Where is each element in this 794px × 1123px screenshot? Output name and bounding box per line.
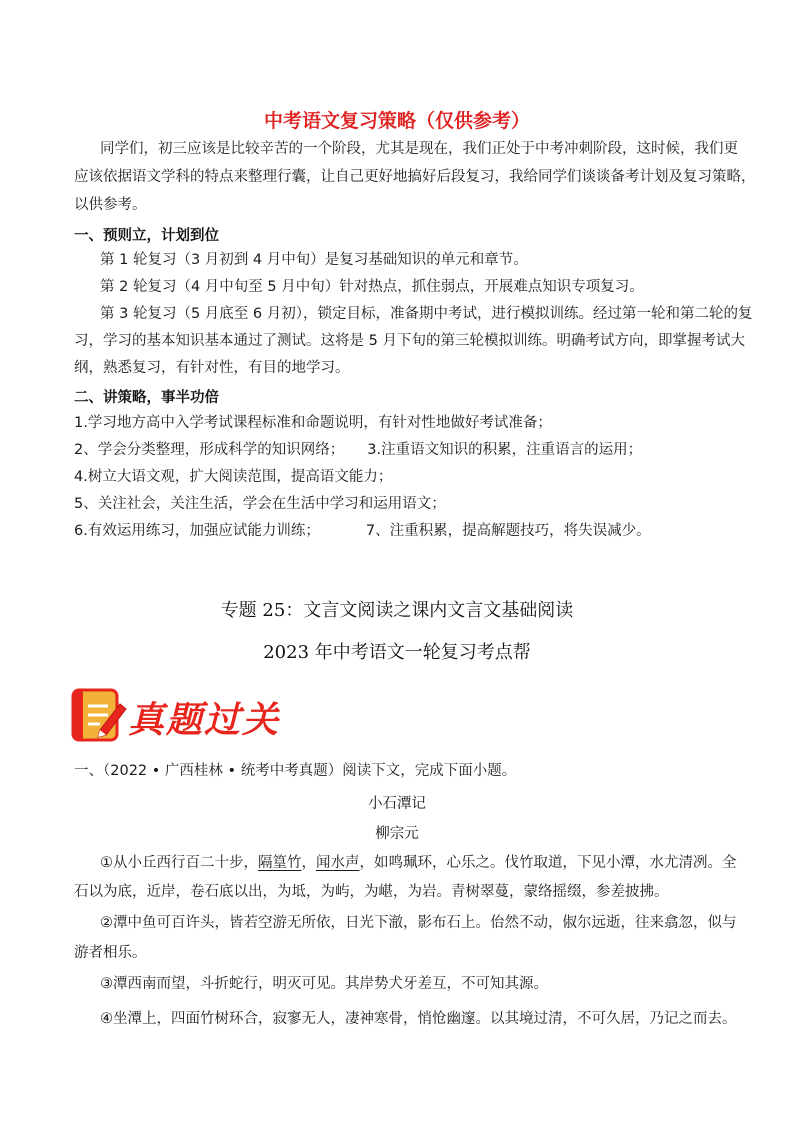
- section1-line-4: 习，学习的基本知识基本通过了测试。这将是 5 月下旬的第三轮模拟训练。明确考试方向，即掌握考试大: [74, 333, 745, 349]
- poem-paragraph-2-line-1: ②潭中鱼可百许头，皆若空游无所依，日光下澈，影布石上。佁然不动，俶尔远逝，往来翕忽，似与: [100, 915, 737, 931]
- section2-line-3: 4.树立大语文观，扩大阅读范围，提高语文能力；: [74, 469, 393, 485]
- intro-line-3: 以供参考。: [74, 197, 147, 213]
- question-intro: 一、（2022 • 广西桂林 • 统考中考真题）阅读下文，完成下面小题。: [74, 763, 517, 779]
- poem-paragraph-2-line-2: 游者相乐。: [74, 945, 147, 961]
- section-banner: [70, 686, 285, 744]
- poem-paragraph-1-line-1: [100, 854, 737, 872]
- p1-underlined-1: 隔篁竹: [258, 855, 302, 871]
- topic-subtitle: 2023 年中考语文一轮复习考点帮: [263, 642, 531, 663]
- strategy-title: 中考语文复习策略（仅供参考）: [263, 110, 530, 132]
- section1-line-2: 第 2 轮复习（4 月中旬至 5 月中旬）针对热点，抓住弱点，开展难点知识专项复习。: [100, 279, 644, 295]
- section1-line-1: 第 1 轮复习（3 月初到 4 月中旬）是复习基础知识的单元和章节。: [100, 252, 528, 268]
- section2-line-4: 5、关注社会，关注生活，学会在生活中学习和运用语文；: [74, 496, 446, 512]
- section1-heading: 一、预则立，计划到位: [74, 228, 219, 244]
- section2-line-2: 2、学会分类整理，形成科学的知识网络； 3.注重语文知识的积累，注重语言的运用；: [74, 442, 643, 458]
- section2-line-5: 6.有效运用练习，加强应试能力训练； 7、注重积累，提高解题技巧，将失误减少。: [74, 523, 651, 539]
- section1-line-5: 纲，熟悉复习，有针对性，有目的地学习。: [74, 360, 350, 376]
- poem-paragraph-3: ③潭西南而望，斗折蛇行，明灭可见。其岸势犬牙差互，不可知其源。: [100, 976, 548, 992]
- poem-paragraph-4: ④坐潭上，四面竹树环合，寂寥无人，凄神寒骨，悄怆幽邃。以其境过清，不可久居，乃记之而去。: [100, 1011, 737, 1027]
- poem-paragraph-1-line-2: 石以为底，近岸，卷石底以出，为坻，为屿，为嵁，为岩。青树翠蔓，蒙络摇缀，参差披拂。: [74, 884, 669, 900]
- section1-line-3: 第 3 轮复习（5 月底至 6 月初），锁定目标，准备期中考试，进行模拟训练。经过第一轮和第二轮的复: [100, 306, 753, 322]
- intro-line-2: 应该依据语文学科的特点来整理行囊，让自己更好地搞好后段复习，我给同学们谈谈备考计划及复习策略，: [74, 169, 756, 185]
- p1-text-a: ①从小丘西行百二十步，: [100, 855, 258, 871]
- poem-author: 柳宗元: [375, 826, 419, 842]
- p1-text-b: ，如鸣珮环，心乐之。伐竹取道，下见小潭，水尤清冽。全: [359, 855, 737, 871]
- p1-sep: ，: [301, 855, 316, 871]
- poem-title: 小石潭记: [368, 796, 426, 812]
- intro-line-1: 同学们，初三应该是比较辛苦的一个阶段，尤其是现在，我们正处于中考冲刺阶段，这时候，我们更: [100, 141, 738, 157]
- topic-title: 专题 25：文言文阅读之课内文言文基础阅读: [220, 600, 574, 621]
- section2-heading: 二、讲策略，事半功倍: [74, 390, 219, 406]
- p1-underlined-2: 闻水声: [316, 855, 360, 871]
- section2-line-1: 1.学习地方高中入学考试课程标准和命题说明，有针对性地做好考试准备；: [74, 415, 552, 431]
- banner-text: 真题过关: [128, 699, 281, 741]
